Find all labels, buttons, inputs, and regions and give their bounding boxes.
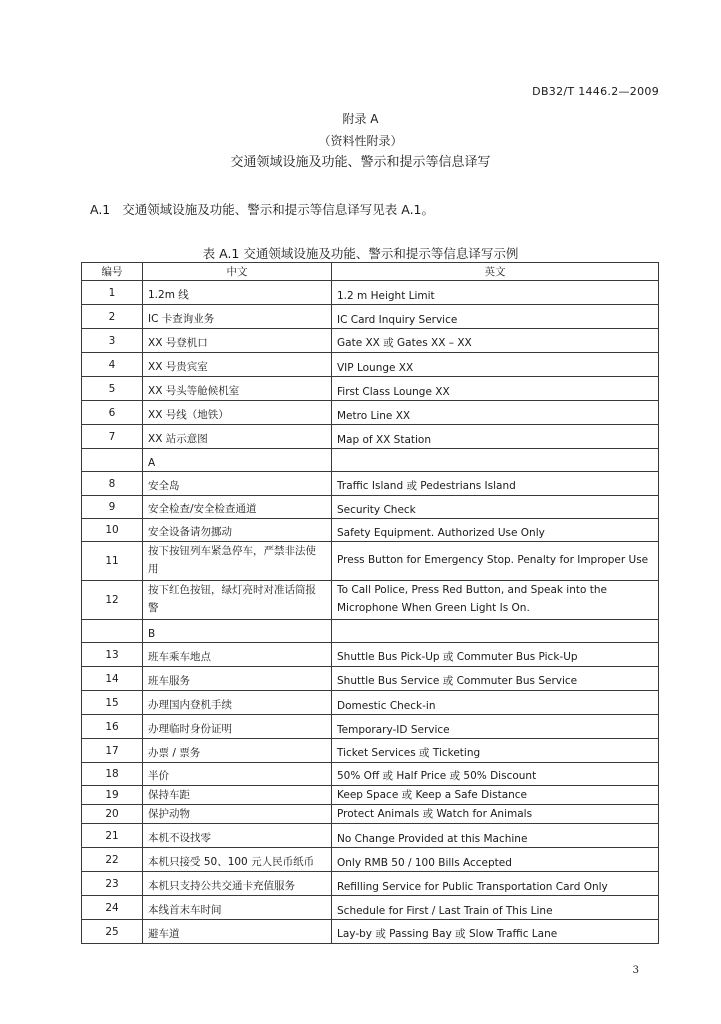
row-chinese: 安全设备请勿挪动 xyxy=(143,519,332,542)
header-number: 编号 xyxy=(82,263,143,281)
row-english: Metro Line XX xyxy=(332,401,659,425)
row-number: 21 xyxy=(82,824,143,848)
row-number: 4 xyxy=(82,353,143,377)
row-number xyxy=(82,620,143,643)
row-number: 2 xyxy=(82,305,143,329)
appendix-note: （资料性附录） xyxy=(318,134,403,148)
table-row xyxy=(82,496,659,519)
row-english: Press Button for Emergency Stop. Penalty for Improper Use xyxy=(332,542,659,581)
row-number xyxy=(82,449,143,472)
row-chinese: 保护动物 xyxy=(143,805,332,824)
row-chinese: 安全检查/安全检查通道 xyxy=(143,496,332,519)
row-chinese: B xyxy=(143,620,332,643)
row-number: 22 xyxy=(82,848,143,872)
row-english: To Call Police, Press Red Button, and Speak into the Microphone When Green Light Is On. xyxy=(332,581,659,620)
row-english: Temporary-ID Service xyxy=(332,715,659,739)
row-chinese: 办票 / 票务 xyxy=(143,739,332,763)
table-row xyxy=(82,824,659,848)
row-english: 1.2 m Height Limit xyxy=(332,281,659,305)
table-header-row xyxy=(82,263,659,281)
row-number: 16 xyxy=(82,715,143,739)
table-row xyxy=(82,805,659,824)
table-row xyxy=(82,581,659,620)
table-caption: 表 A.1 交通领域设施及功能、警示和提示等信息译写示例 xyxy=(202,246,519,261)
row-number: 11 xyxy=(82,542,143,581)
row-number: 15 xyxy=(82,691,143,715)
row-english: Security Check xyxy=(332,496,659,519)
section-text: 交通领域设施及功能、警示和提示等信息译写见表 A.1。 xyxy=(122,202,434,217)
table-row xyxy=(82,425,659,449)
row-number: 9 xyxy=(82,496,143,519)
row-number: 8 xyxy=(82,472,143,496)
row-chinese: XX 号头等舱候机室 xyxy=(143,377,332,401)
row-english: VIP Lounge XX xyxy=(332,353,659,377)
section-paragraph xyxy=(90,200,446,218)
row-number: 18 xyxy=(82,763,143,786)
row-chinese: 本线首末车时间 xyxy=(143,896,332,920)
translation-table xyxy=(81,262,659,944)
row-english: Traffic Island 或 Pedestrians Island xyxy=(332,472,659,496)
row-english: IC Card Inquiry Service xyxy=(332,305,659,329)
row-english xyxy=(332,449,659,472)
table-row xyxy=(82,667,659,691)
table-row xyxy=(82,472,659,496)
table-row xyxy=(82,848,659,872)
row-number: 13 xyxy=(82,643,143,667)
table-row xyxy=(82,353,659,377)
row-chinese: 半价 xyxy=(143,763,332,786)
row-english: Safety Equipment. Authorized Use Only xyxy=(332,519,659,542)
appendix-heading: 交通领域设施及功能、警示和提示等信息译写 xyxy=(230,155,491,170)
header-english: 英文 xyxy=(332,263,659,281)
row-english: First Class Lounge XX xyxy=(332,377,659,401)
table-row xyxy=(82,329,659,353)
row-chinese: 安全岛 xyxy=(143,472,332,496)
row-english: Shuttle Bus Service 或 Commuter Bus Service xyxy=(332,667,659,691)
row-number: 5 xyxy=(82,377,143,401)
row-chinese: 本机不设找零 xyxy=(143,824,332,848)
row-chinese: A xyxy=(143,449,332,472)
row-english: No Change Provided at this Machine xyxy=(332,824,659,848)
table-row xyxy=(82,786,659,805)
table-row xyxy=(82,715,659,739)
row-number: 7 xyxy=(82,425,143,449)
row-number: 10 xyxy=(82,519,143,542)
row-english: Refilling Service for Public Transportation Card Only xyxy=(332,872,659,896)
table-row xyxy=(82,691,659,715)
row-chinese: 保持车距 xyxy=(143,786,332,805)
row-chinese: XX 号登机口 xyxy=(143,329,332,353)
row-english: Protect Animals 或 Watch for Animals xyxy=(332,805,659,824)
row-english: Only RMB 50 / 100 Bills Accepted xyxy=(332,848,659,872)
row-number: 14 xyxy=(82,667,143,691)
row-number: 1 xyxy=(82,281,143,305)
table-row xyxy=(82,305,659,329)
appendix-title: 附录 A xyxy=(342,112,379,126)
table-row xyxy=(82,872,659,896)
row-number: 6 xyxy=(82,401,143,425)
table-row xyxy=(82,643,659,667)
row-chinese: XX 站示意图 xyxy=(143,425,332,449)
table-row xyxy=(82,519,659,542)
row-english xyxy=(332,620,659,643)
row-chinese: 按下按钮列车紧急停车，严禁非法使用 xyxy=(143,542,332,581)
row-chinese: IC 卡查询业务 xyxy=(143,305,332,329)
section-number: A.1 xyxy=(90,202,111,217)
row-chinese: 办理临时身份证明 xyxy=(143,715,332,739)
table-row xyxy=(82,763,659,786)
row-chinese: XX 号贵宾室 xyxy=(143,353,332,377)
row-chinese: 按下红色按钮，绿灯亮时对准话筒报警 xyxy=(143,581,332,620)
row-number: 23 xyxy=(82,872,143,896)
row-number: 19 xyxy=(82,786,143,805)
table-row xyxy=(82,281,659,305)
appendix-header xyxy=(0,108,721,174)
row-number: 12 xyxy=(82,581,143,620)
row-chinese: 本机只接受 50、100 元人民币纸币 xyxy=(143,848,332,872)
row-english: Domestic Check-in xyxy=(332,691,659,715)
row-english: Schedule for First / Last Train of This Line xyxy=(332,896,659,920)
row-english: Lay-by 或 Passing Bay 或 Slow Traffic Lane xyxy=(332,920,659,944)
standard-code: DB32/T 1446.2—2009 xyxy=(532,85,659,98)
row-chinese: 班车服务 xyxy=(143,667,332,691)
header-chinese: 中文 xyxy=(143,263,332,281)
row-chinese: 本机只支持公共交通卡充值服务 xyxy=(143,872,332,896)
row-number: 24 xyxy=(82,896,143,920)
table-row-letter-a xyxy=(82,449,659,472)
row-chinese: XX 号线（地铁） xyxy=(143,401,332,425)
row-english: Gate XX 或 Gates XX – XX xyxy=(332,329,659,353)
table-row xyxy=(82,377,659,401)
row-number: 25 xyxy=(82,920,143,944)
row-chinese: 1.2m 线 xyxy=(143,281,332,305)
table-row xyxy=(82,542,659,581)
table-row xyxy=(82,920,659,944)
row-number: 17 xyxy=(82,739,143,763)
row-english: 50% Off 或 Half Price 或 50% Discount xyxy=(332,763,659,786)
table-row-letter-b xyxy=(82,620,659,643)
row-english: Ticket Services 或 Ticketing xyxy=(332,739,659,763)
table-row xyxy=(82,401,659,425)
table-row xyxy=(82,739,659,763)
row-english: Map of XX Station xyxy=(332,425,659,449)
row-number: 20 xyxy=(82,805,143,824)
row-chinese: 避车道 xyxy=(143,920,332,944)
row-chinese: 班车乘车地点 xyxy=(143,643,332,667)
row-chinese: 办理国内登机手续 xyxy=(143,691,332,715)
row-number: 3 xyxy=(82,329,143,353)
row-english: Keep Space 或 Keep a Safe Distance xyxy=(332,786,659,805)
row-english: Shuttle Bus Pick-Up 或 Commuter Bus Pick-Up xyxy=(332,643,659,667)
page-number: 3 xyxy=(632,965,639,976)
table-row xyxy=(82,896,659,920)
